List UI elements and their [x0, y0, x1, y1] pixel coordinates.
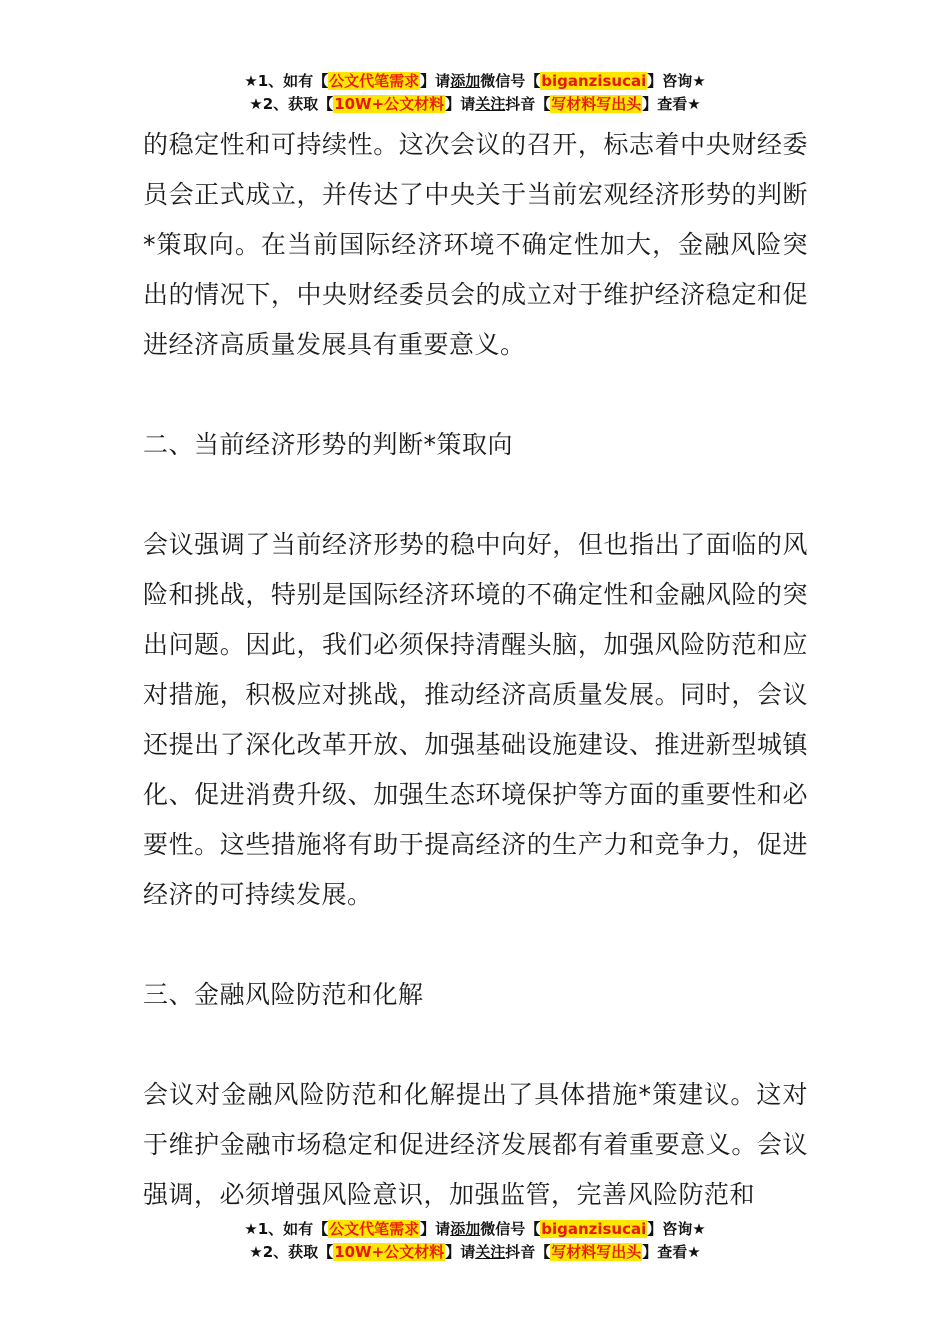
section-heading: 二、当前经济形势的判断*策取向	[143, 430, 514, 459]
banner-text: 微信号【	[480, 1220, 541, 1238]
highlight-materials: 10W+公文材料	[334, 1243, 445, 1261]
highlight-service: 公文代笔需求	[329, 72, 420, 90]
paragraph: 的稳定性和可持续性。这次会议的召开，标志着中央财经委员会正式成立，并传达了中央关于当前宏观经济形势的判断*策取向。在当前国际经济环境不确定性加大，金融风险突出的情况下，中央财经委员会的成立对于维护经济稳定和促进经济高质量发展具有重要意义。	[143, 130, 808, 359]
banner-text: 】查看★	[642, 95, 701, 113]
banner-line-2	[0, 93, 950, 116]
section-heading: 三、金融风险防范和化解	[143, 980, 424, 1009]
banner-emphasis: 关注	[475, 95, 506, 113]
banner-text: ★2、获取【	[249, 1243, 334, 1261]
banner-text: 】咨询★	[647, 72, 706, 90]
banner-text: 】请	[420, 1220, 451, 1238]
document-body	[143, 120, 808, 1220]
banner-text: 】查看★	[642, 1243, 701, 1261]
spacer	[143, 920, 808, 970]
banner-text: 】咨询★	[647, 1220, 706, 1238]
banner-text: 抖音【	[505, 1243, 551, 1261]
banner-text: ★1、如有【	[244, 72, 329, 90]
footer-banner	[0, 1218, 950, 1264]
banner-line-1	[0, 70, 950, 93]
highlight-service: 公文代笔需求	[329, 1220, 420, 1238]
banner-emphasis: 关注	[475, 1243, 506, 1261]
banner-line-1	[0, 1218, 950, 1241]
paragraph: 会议强调了当前经济形势的稳中向好，但也指出了面临的风险和挑战，特别是国际经济环境的不确定性和金融风险的突出问题。因此，我们必须保持清醒头脑，加强风险防范和应对措施，积极应对挑战，推动经济高质量发展。同时，会议还提出了深化改革开放、加强基础设施建设、推进新型城镇化、促进消费升级、加强生态环境保护等方面的重要性和必要性。这些措施将有助于提高经济的生产力和竞争力，促进经济的可持续发展。	[143, 530, 808, 909]
banner-emphasis: 添加	[450, 1220, 481, 1238]
banner-text: 】请	[445, 95, 476, 113]
highlight-wechat-id: biganzisucai	[541, 72, 647, 90]
banner-text: 】请	[420, 72, 451, 90]
spacer	[143, 370, 808, 420]
banner-emphasis: 添加	[450, 72, 481, 90]
banner-text: 】请	[445, 1243, 476, 1261]
highlight-wechat-id: biganzisucai	[541, 1220, 647, 1238]
banner-line-2	[0, 1241, 950, 1264]
highlight-douyin-account: 写材料写出头	[551, 1243, 642, 1261]
header-banner	[0, 70, 950, 116]
spacer	[143, 470, 808, 520]
banner-text: ★1、如有【	[244, 1220, 329, 1238]
highlight-douyin-account: 写材料写出头	[551, 95, 642, 113]
banner-text: ★2、获取【	[249, 95, 334, 113]
banner-text: 微信号【	[480, 72, 541, 90]
paragraph: 会议对金融风险防范和化解提出了具体措施*策建议。这对于维护金融市场稳定和促进经济发展都有着重要意义。会议强调，必须增强风险意识，加强监管，完善风险防范和	[143, 1080, 808, 1209]
highlight-materials: 10W+公文材料	[334, 95, 445, 113]
banner-text: 抖音【	[505, 95, 551, 113]
spacer	[143, 1020, 808, 1070]
